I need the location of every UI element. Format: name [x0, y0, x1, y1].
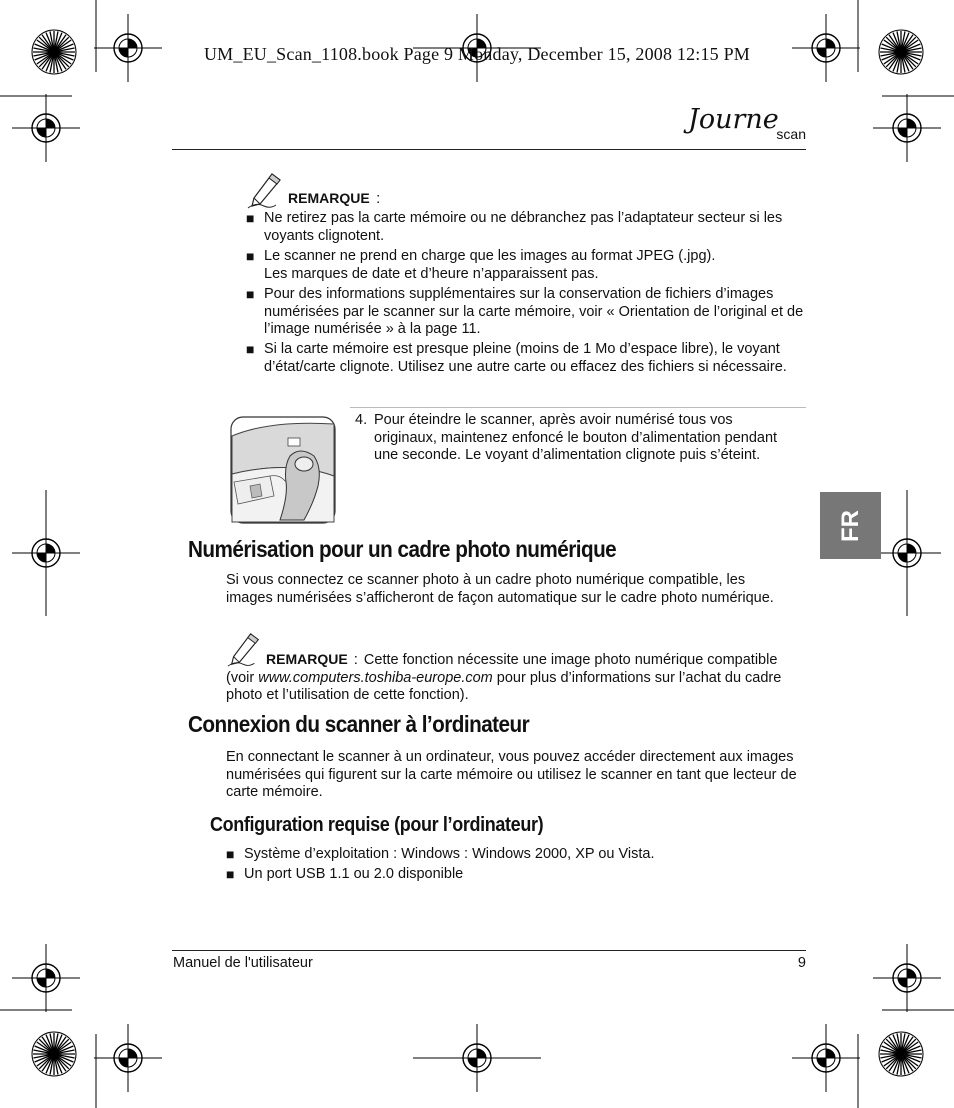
requirement-item [226, 846, 786, 864]
section1-paragraph: Si vous connectez ce scanner photo à un cadre photo numérique compatible, les images numérisées s’afficheront de façon automatique sur le cadre photo numérique. [226, 572, 774, 606]
section1-note-label: REMARQUE [266, 651, 348, 667]
note1-item-text: Le scanner ne prend en charge que les images au format JPEG (.jpg). [264, 248, 716, 264]
brand-sub: scan [776, 126, 806, 142]
step4-text: Pour éteindre le scanner, après avoir numérisé tous vos originaux, maintenez enfoncé le bouton d’alimentation pendant une seconde. Le voyant d’alimentation clignote puis s’éteint. [374, 412, 778, 463]
note1-item-block [264, 248, 715, 283]
step4 [355, 412, 785, 465]
note1-item-text: Ne retirez pas la carte mémoire ou ne débranchez pas l’adaptateur secteur si les voyants clignotent. [264, 210, 783, 244]
requirement-item [226, 866, 786, 884]
requirement-text: Un port USB 1.1 ou 2.0 disponible [244, 866, 464, 882]
section1-note [226, 651, 806, 705]
section2-paragraph: En connectant le scanner à un ordinateur, vous pouvez accéder directement aux images numérisées qui figurent sur la carte mémoire ou utilisez le scanner en tant que lecteur de carte mémoire. [226, 749, 797, 800]
bullet-square-icon: ■ [226, 866, 235, 882]
language-tab [820, 492, 881, 559]
section2-title: Connexion du scanner à l’ordinateur [188, 711, 530, 737]
note1-item [246, 248, 806, 283]
toshiba-europe-link[interactable]: www.computers.toshiba-europe.com [258, 669, 493, 686]
bullet-square-icon: ■ [246, 286, 255, 302]
note1-label: REMARQUE [288, 190, 370, 206]
brand-script: Journe [688, 104, 779, 135]
note1-item-text: Pour des informations supplémentaires sur la conservation de fichiers d’images numérisées par le scanner sur la carte mémoire, voir « Orientation de l’original et de l’image numérisée » à la page 11. [264, 286, 804, 337]
scanner-power-illustration [230, 416, 336, 524]
note1-item [246, 341, 806, 376]
section1-note-text-after: pour plus d’informations sur l’achat du cadre photo et l’utilisation de cette fonction). [226, 669, 782, 703]
note1-item-text2: Les marques de date et d’heure n’apparaissent pas. [264, 265, 599, 282]
bullet-square-icon: ■ [226, 846, 235, 862]
brand-logo [688, 104, 808, 148]
footer-rule [172, 950, 806, 951]
section1-title: Numérisation pour un cadre photo numérique [188, 536, 617, 562]
section1-note-text-before: Cette fonction nécessite une image photo numérique compatible (voir [226, 652, 778, 686]
step4-number: 4. [355, 412, 368, 428]
bullet-square-icon: ■ [246, 248, 255, 264]
note1-item [246, 286, 806, 339]
note1-colon: : [376, 190, 381, 207]
pencil-note-icon [246, 172, 284, 210]
step-rule [350, 407, 806, 408]
section3-title: Configuration requise (pour l’ordinateur) [210, 814, 544, 836]
bullet-square-icon: ■ [246, 341, 255, 357]
footer-page-number: 9 [797, 955, 806, 971]
note1-heading [288, 190, 380, 208]
note1-item-text: Si la carte mémoire est presque pleine (moins de 1 Mo d’espace libre), le voyant d’état/carte clignote. Utilisez une autre carte ou effacez des fichiers si nécessaire. [264, 341, 787, 375]
bullet-square-icon: ■ [246, 210, 255, 226]
requirement-text: Système d’exploitation : Windows : Windows 2000, XP ou Vista. [244, 846, 655, 862]
footer-left: Manuel de l'utilisateur [173, 955, 313, 971]
header-rule [172, 149, 806, 150]
note1-item [246, 210, 806, 245]
language-tab-label: FR [836, 509, 864, 542]
section1-note-colon: : [353, 651, 358, 668]
print-header: UM_EU_Scan_1108.book Page 9 Monday, December 15, 2008 12:15 PM [203, 44, 750, 64]
